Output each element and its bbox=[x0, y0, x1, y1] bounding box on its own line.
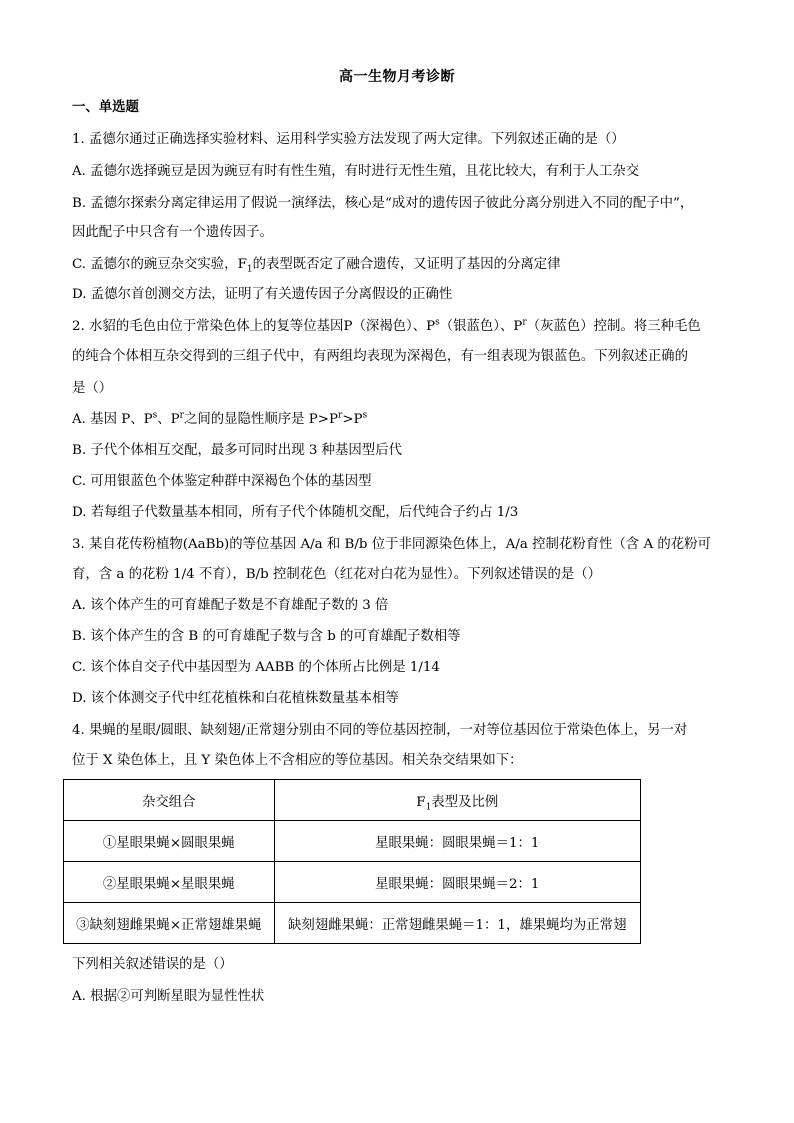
q4-follow-up: 下列相关叙述错误的是（） bbox=[72, 957, 233, 972]
q2-stem-line2: 的纯合个体相互杂交得到的三组子代中，有两组均表现为深褐色，有一组表现为银蓝色。下列叙述正确的 bbox=[72, 349, 688, 364]
q4-stem-line1: 4. 果蝇的星眼/圆眼、缺刻翅/正常翅分别由不同的等位基因控制，一对等位基因位于常染色体上，另一对 bbox=[72, 723, 688, 738]
q3-option-a: A. 该个体产生的可育雄配子数是不育雄配子数的 3 倍 bbox=[72, 598, 389, 613]
table-header-row bbox=[64, 780, 641, 821]
result-cell: 星眼果蝇：圆眼果蝇＝2：1 bbox=[274, 862, 640, 903]
section-heading: 一、单选题 bbox=[72, 99, 139, 115]
table-row bbox=[64, 821, 641, 862]
q3-option-c: C. 该个体自交子代中基因型为 AABB 的个体所占比例是 1/14 bbox=[72, 660, 440, 675]
q2-option-d: D. 若每组子代数量基本相同，所有子代个体随机交配，后代纯合子约占 1/3 bbox=[72, 505, 519, 520]
header-cross: 杂交组合 bbox=[64, 780, 275, 821]
q3-option-d: D. 该个体测交子代中红花植株和白花植株数量基本相等 bbox=[72, 691, 399, 706]
cross-results-table bbox=[63, 779, 641, 944]
q3-stem-line2: 育，含 a 的花粉 1/4 不育），B/b 控制花色（红花对白花为显性）。下列叙述错误的是（） bbox=[72, 567, 602, 582]
cross-cell: ③缺刻翅雌果蝇×正常翅雄果蝇 bbox=[64, 903, 275, 944]
q2-option-a: A. 基因 P、$P^s$、$P^r$之间的显隐性顺序是 $P>P^r>P^s$ bbox=[72, 410, 368, 427]
q1-option-b-cont: 因此配子中只含有一个遗传因子。 bbox=[72, 225, 273, 240]
q4-stem-line2: 位于 X 染色体上，且 Y 染色体上不含相应的等位基因。相关杂交结果如下： bbox=[72, 753, 523, 768]
page-title: 高一生物月考诊断 bbox=[339, 69, 455, 85]
q2-stem-line1: 2. 水貂的毛色由位于常染色体上的复等位基因P（深褐色）、$P^s$（银蓝色）、$P^r$（灰蓝色）控制。将三种毛色 bbox=[72, 317, 701, 334]
header-result: $F_1$表型及比例 bbox=[274, 780, 640, 821]
result-cell: 缺刻翅雌果蝇：正常翅雌果蝇＝1：1，雄果蝇均为正常翅 bbox=[274, 903, 640, 944]
q2-option-b: B. 子代个体相互交配，最多可同时出现 3 种基因型后代 bbox=[72, 443, 402, 458]
result-cell: 星眼果蝇：圆眼果蝇＝1：1 bbox=[274, 821, 640, 862]
cross-cell: ②星眼果蝇×星眼果蝇 bbox=[64, 862, 275, 903]
table-row bbox=[64, 862, 641, 903]
table-row bbox=[64, 903, 641, 944]
q3-option-b: B. 该个体产生的含 B 的可育雄配子数与含 b 的可育雄配子数相等 bbox=[72, 629, 461, 644]
q1-option-d: D. 孟德尔首创测交方法，证明了有关遗传因子分离假设的正确性 bbox=[72, 287, 453, 302]
q2-option-c: C. 可用银蓝色个体鉴定种群中深褐色个体的基因型 bbox=[72, 474, 372, 489]
q3-stem-line1: 3. 某自花传粉植物(AaBb)的等位基因 A/a 和 B/b 位于非同源染色体上，A/a 控制花粉育性（含 A 的花粉可 bbox=[72, 537, 711, 552]
cross-cell: ①星眼果蝇×圆眼果蝇 bbox=[64, 821, 275, 862]
q1-option-a: A. 孟德尔选择豌豆是因为豌豆有时有性生殖，有时进行无性生殖，且花比较大，有利于人工杂交 bbox=[72, 164, 640, 179]
q1-option-b: B. 孟德尔探索分离定律运用了假说一演绎法，核心是“成对的遗传因子彼此分离分别进入不同的配子中”， bbox=[72, 196, 694, 211]
q1-stem: 1. 孟德尔通过正确选择实验材料、运用科学实验方法发现了两大定律。下列叙述正确的是（） bbox=[72, 132, 625, 147]
q4-option-a: A. 根据②可判断星眼为显性性状 bbox=[72, 989, 265, 1004]
q1-option-c: C. 孟德尔的豌豆杂交实验，$F_1$的表型既否定了融合遗传，又证明了基因的分离定律 bbox=[72, 257, 561, 275]
q2-stem-line3: 是（） bbox=[72, 381, 113, 396]
